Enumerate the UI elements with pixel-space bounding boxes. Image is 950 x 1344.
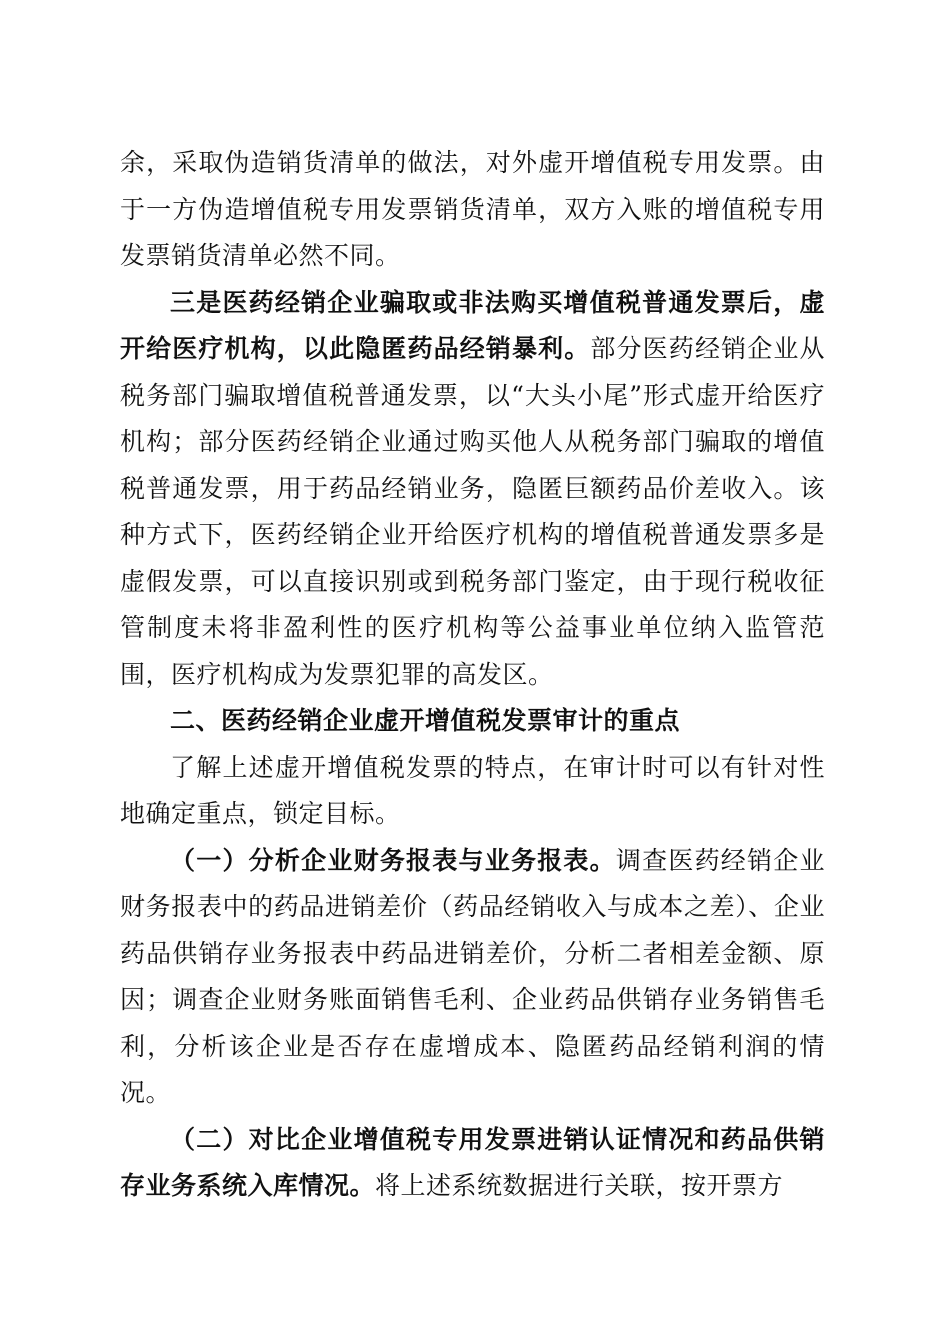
- paragraph-text: 部分医药经销企业从税务部门骗取增值税普通发票，以“大头小尾”形式虚开给医疗机构；部分医药经销企业通过购买他人从税务部门骗取的增值税普通发票，用于药品经销业务，隐匿巨额药品价差收入。该种方式下，医药经销企业开给医疗机构的增值税普通发票多是虚假发票，可以直接识别或到税务部门鉴定，由于现行税收征管制度未将非盈利性的医疗机构等公益事业单位纳入监管范围，医疗机构成为发票犯罪的高发区。: [120, 334, 825, 689]
- paragraph-text: 余，采取伪造销货清单的做法，对外虚开增值税专用发票。由于一方伪造增值税专用发票销货清单，双方入账的增值税专用发票销货清单必然不同。: [120, 148, 825, 270]
- paragraph-text: 调查医药经销企业财务报表中的药品进销差价（药品经销收入与成本之差）、企业药品供销存业务报表中药品进销差价，分析二者相差金额、原因；调查企业财务账面销售毛利、企业药品供销存业务销售毛利，分析该企业是否存在虚增成本、隐匿药品经销利润的情况。: [120, 845, 825, 1107]
- paragraph-lead: （二）对比企业增值税专用发票进销认证情况和药品供销存业务系统入库情况。: [120, 1124, 825, 1200]
- paragraph-text: 了解上述虚开增值税发票的特点，在审计时可以有针对性地确定重点，锁定目标。: [120, 752, 825, 828]
- paragraph-lead: （一）分析企业财务报表与业务报表。: [170, 845, 616, 875]
- paragraph-item-one: [120, 838, 825, 1117]
- paragraph-intro: [120, 745, 825, 838]
- document-page: [120, 140, 825, 1210]
- paragraph-continuation: [120, 140, 825, 280]
- paragraph-lead: 三是医药经销企业骗取或非法购买增值税普通发票后，虚开给医疗机构，以此隐匿药品经销暴利。: [120, 287, 825, 363]
- paragraph-text: 将上述系统数据进行关联，按开票方: [375, 1171, 784, 1200]
- paragraph-item-two: [120, 1117, 825, 1210]
- paragraph-point-three: [120, 280, 825, 699]
- section-heading: 二、医药经销企业虚开增值税发票审计的重点: [170, 706, 681, 735]
